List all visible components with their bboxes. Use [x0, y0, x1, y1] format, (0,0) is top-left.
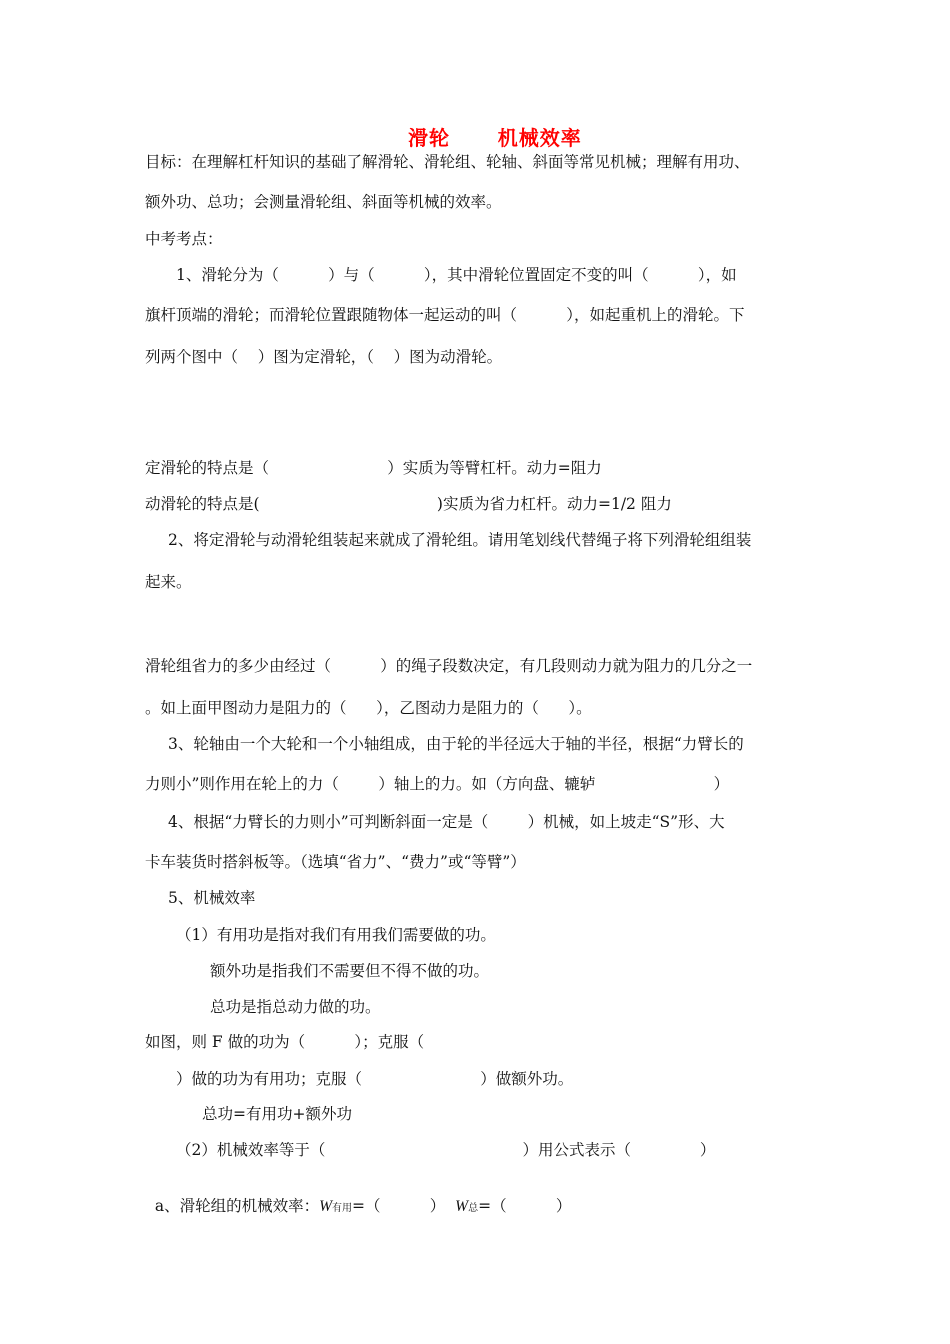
- page-title: 滑轮 机械效率: [408, 126, 582, 150]
- movable-pulley-line: 动滑轮的特点是( )实质为省力杠杆。动力=1/2 阻力: [145, 495, 672, 513]
- item-1-line-2: 旗杆顶端的滑轮；而滑轮位置跟随物体一起运动的叫（ ），如起重机上的滑轮。下: [145, 306, 745, 324]
- item-4-line-1: 4、根据“力臂长的力则小”可判断斜面一定是（ ）机械，如上坡走“S”形、大: [168, 813, 725, 831]
- figure-question-line-2: ）做的功为有用功；克服（ ）做额外功。: [176, 1070, 574, 1088]
- fixed-pulley-line: 定滑轮的特点是（ ）实质为等臂杠杆。动力=阻力: [145, 459, 602, 477]
- total-work-definition: 总功是指总动力做的功。: [210, 998, 381, 1016]
- item-4-line-2: 卡车装货时搭斜板等。（选填“省力”、“费力”或“等臂”）: [145, 853, 526, 871]
- total-work-symbol: W: [455, 1198, 469, 1215]
- item-3-line-2: 力则小”则作用在轮上的力（ ）轴上的力。如（方向盘、辘轳 ）: [145, 775, 730, 793]
- pulley-efficiency-line: [145, 1176, 571, 1219]
- pulley-efficiency-prefix: a、滑轮组的机械效率：: [154, 1197, 320, 1215]
- exam-points-heading: 中考考点：: [145, 230, 223, 248]
- useful-work-definition: （1）有用功是指对我们有用我们需要做的功。: [176, 926, 496, 944]
- extra-work-definition: 额外功是指我们不需要但不得不做的功。: [210, 962, 490, 980]
- efficiency-definition-line: （2）机械效率等于（ ）用公式表示（ ）: [176, 1141, 716, 1159]
- useful-work-blank: =（ ）: [352, 1197, 446, 1215]
- objective-line-2: 额外功、总功；会测量滑轮组、斜面等机械的效率。: [145, 193, 502, 211]
- total-work-subscript: 总: [468, 1203, 479, 1214]
- pulley-group-line-1: 滑轮组省力的多少由经过（ ）的绳子段数决定，有几段则动力就为阻力的几分之一: [145, 657, 753, 675]
- useful-work-subscript: 有用: [332, 1203, 353, 1214]
- total-work-blank: =（ ）: [478, 1197, 572, 1215]
- figure-question-line-1: 如图，则 F 做的功为（ ）；克服（: [145, 1033, 425, 1051]
- objective-line-1: 目标：在理解杠杆知识的基础了解滑轮、滑轮组、轮轴、斜面等常见机械；理解有用功、: [145, 153, 750, 171]
- item-5-heading: 5、机械效率: [168, 889, 256, 907]
- useful-work-symbol: W: [319, 1198, 333, 1215]
- item-1-line-3: 列两个图中（ ）图为定滑轮，（ ）图为动滑轮。: [145, 348, 503, 366]
- item-3-line-1: 3、轮轴由一个大轮和一个小轴组成，由于轮的半径远大于轴的半径，根据“力臂长的: [168, 735, 744, 753]
- pulley-group-line-2: 。如上面甲图动力是阻力的（ ），乙图动力是阻力的（ ）。: [145, 699, 592, 717]
- item-1-line-1: 1、滑轮分为（ ）与（ ），其中滑轮位置固定不变的叫（ ），如: [176, 266, 737, 284]
- item-2-line-2: 起来。: [145, 573, 192, 591]
- total-work-formula: 总功=有用功+额外功: [202, 1105, 352, 1123]
- item-2-line-1: 2、将定滑轮与动滑轮组装起来就成了滑轮组。请用笔划线代替绳子将下列滑轮组组装: [168, 531, 752, 549]
